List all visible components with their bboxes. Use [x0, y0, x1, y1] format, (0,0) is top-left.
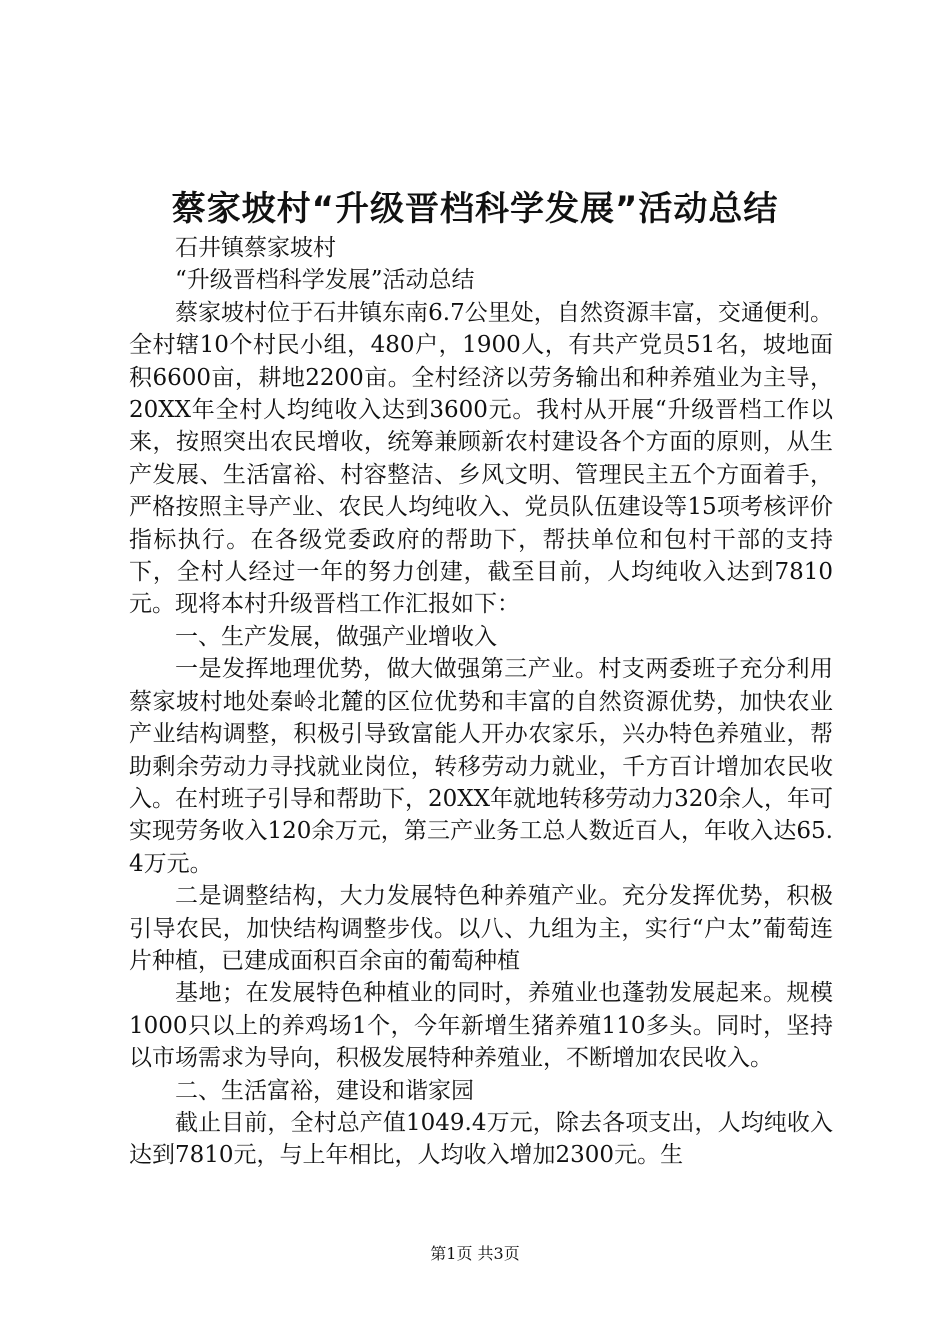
paragraph-second-point: 二是调整结构，大力发展特色种养殖产业。充分发挥优势，积极引导农民，加快结构调整步伐。以八、九组为主，实行“户太”葡萄连片种植，已建成面积百余亩的葡萄种植	[129, 883, 833, 974]
paragraph-subtitle: “升级晋档科学发展”活动总结	[175, 267, 475, 294]
paragraph-first-point: 一是发挥地理优势，做大做强第三产业。村支两委班子充分利用蔡家坡村地处秦岭北麓的区位优势和丰富的自然资源优势，加快农业产业结构调整，积极引导致富能人开办农家乐，兴办特色养殖业，帮助剩余劳动力寻找就业岗位，转移劳动力就业，千方百计增加农民收入。在村班子引导和帮助下，20XX年就地转移劳动力320余人，年可实现劳务收入120余万元，第三产业务工总人数近百人，年收入达65.4万元。	[129, 656, 833, 877]
section-heading-1: 一、生产发展，做强产业增收入	[175, 623, 497, 650]
document-title: 蔡家坡村“升级晋档科学发展”活动总结	[171, 189, 779, 229]
document-body	[129, 232, 833, 1172]
section-heading-2: 二、生活富裕，建设和谐家园	[175, 1077, 474, 1104]
paragraph-intro: 蔡家坡村位于石井镇东南6.7公里处，自然资源丰富，交通便利。全村辖10个村民小组，480户，1900人，有共产党员51名，坡地面积6600亩，耕地2200亩。全村经济以劳务输出和种养殖业为主导，20XX年全村人均纯收入达到3600元。我村从开展“升级晋档工作以来，按照突出农民增收，统筹兼顾新农村建设各个方面的原则，从生产发展、生活富裕、村容整洁、乡风文明、管理民主五个方面着手，严格按照主导产业、农民人均纯收入、党员队伍建设等15项考核评价指标执行。在各级党委政府的帮助下，帮扶单位和包村干部的支持下，全村人经过一年的努力创建，截至目前，人均纯收入达到7810元。现将本村升级晋档工作汇报如下：	[129, 299, 833, 618]
page-footer	[0, 1244, 950, 1264]
paragraph-base: 基地；在发展特色种植业的同时，养殖业也蓬勃发展起来。规模1000只以上的养鸡场1个，今年新增生猪养殖110多头。同时，坚持以市场需求为导向，积极发展特种养殖业，不断增加农民收入。	[129, 980, 833, 1072]
paragraph-org: 石井镇蔡家坡村	[175, 235, 336, 261]
paragraph-income: 截止目前，全村总产值1049.4万元，除去各项支出，人均纯收入达到7810元，与上年相比，人均收入增加2300元。生	[129, 1109, 833, 1169]
page-number: 第1页 共3页	[430, 1244, 520, 1263]
